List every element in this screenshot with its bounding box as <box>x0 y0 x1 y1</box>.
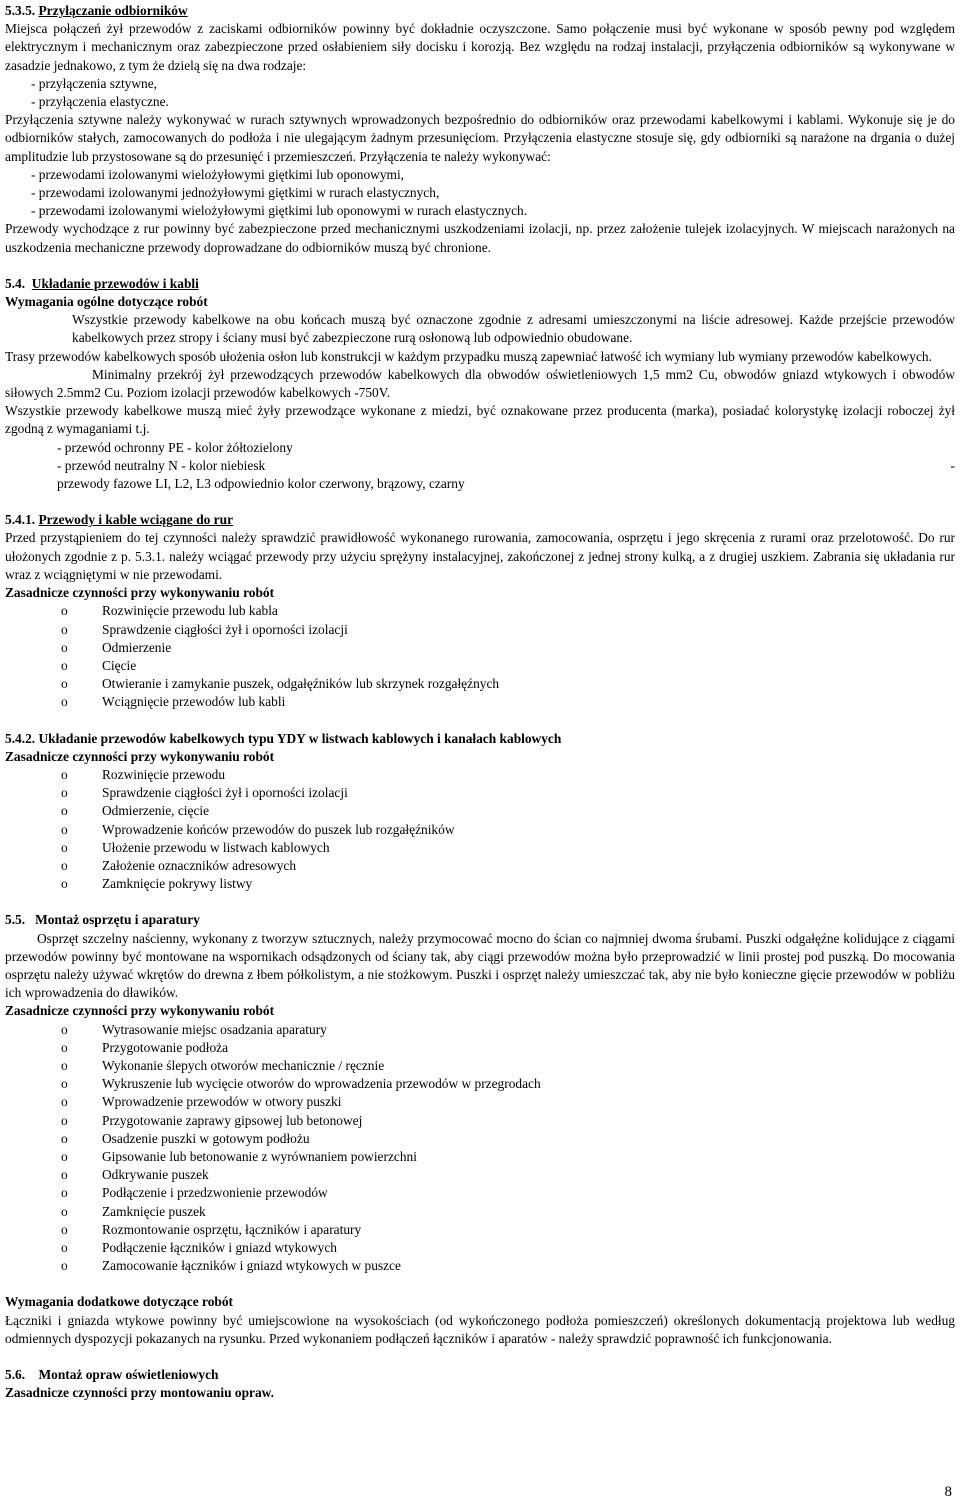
list-item: - przewodami izolowanymi wielożyłowymi giętkimi lub oponowymi, <box>31 166 405 182</box>
list-item <box>5 657 955 675</box>
bullet-icon: o <box>61 621 68 637</box>
section-subheading: Zasadnicze czynności przy wykonywaniu robót <box>5 748 275 764</box>
bullet-icon: o <box>61 1258 68 1274</box>
paragraph: Miejsca połączeń żył przewodów z zaciskami odbiorników powinny być dokładnie oczyszczone. Samo połączenie musi być wykonane w sposób pewny pod względem elektrycznym i mechanicznym oraz zabezpieczone przed osłabieniem siły docisku i korozją. Bez względu na rodzaj instalacji, przyłączenia odbiorników są wykonywane w zasadzie jednakowo, z tym że dzielą się na dwa rodzaje: <box>5 21 955 73</box>
bullet-icon: o <box>61 821 68 837</box>
list-item: - przewód neutralny N - kolor niebiesk - <box>57 457 955 473</box>
list-item-text: Wykruszenie lub wycięcie otworów do wprowadzenia przewodów w przegrodach <box>102 1076 541 1092</box>
list-item-text: Odkrywanie puszek <box>102 1167 209 1183</box>
list-item: - przewód ochronny PE - kolor żółtozielony <box>57 439 293 455</box>
list-item: - przewodami izolowanymi jednożyłowymi giętkimi w rurach elastycznych, <box>31 185 440 201</box>
section-heading-5-4: 5.4. Układanie przewodów i kabli <box>5 275 199 291</box>
bullet-icon: o <box>61 803 68 819</box>
bullet-icon: o <box>61 1112 68 1128</box>
bullet-icon: o <box>61 785 68 801</box>
bullet-icon: o <box>61 1057 68 1073</box>
list-item: - przewodami izolowanymi wielożyłowymi giętkimi lub oponowymi w rurach elastycznych. <box>31 203 528 219</box>
list-item <box>5 821 955 839</box>
list-item-text: Wciągnięcie przewodów lub kabli <box>102 694 286 710</box>
list-item <box>5 1166 955 1184</box>
list-item-text: Wykonanie ślepych otworów mechanicznie / ręcznie <box>102 1057 385 1073</box>
list-item <box>5 875 955 893</box>
list-item-text: Sprawdzenie ciągłości żył i oporności izolacji <box>102 785 348 801</box>
bullet-icon: o <box>61 1203 68 1219</box>
paragraph: Przed przystąpieniem do tej czynności należy sprawdzić prawidłowość wykonanego rurowania, zamocowania, osprzętu i jego skręcenia z rurami oraz przelotowość. Do rur ułożonych zgodnie z p. 5.3.1. należy wciągać przewody przy użyciu sprężyny instalacyjnej, zakończonej z jednej strony kulką, a z drugiej uszkiem. Zabrania się układania rur wraz z wciągniętymi w nie przewodami. <box>5 530 955 582</box>
list-item-text: Osadzenie puszki w gotowym podłożu <box>102 1130 310 1146</box>
list-item <box>5 857 955 875</box>
section-subheading: Wymagania dodatkowe dotyczące robót <box>5 1294 233 1310</box>
list-item-text: Gipsowanie lub betonowanie z wyrównaniem powierzchni <box>102 1148 417 1164</box>
paragraph: Przewody wychodzące z rur powinny być zabezpieczone przed mechanicznymi uszkodzeniami izolacji, np. przez założenie tulejek izolacyjnych. W miejscach narażonych na uszkodzenia mechaniczne przewody doprowadzane do odbiorników muszą być chronione. <box>5 221 955 255</box>
list-item-text: Odmierzenie <box>102 639 172 655</box>
list-item-text: Podłączenie łączników i gniazd wtykowych <box>102 1240 338 1255</box>
bullet-icon: o <box>61 1240 68 1255</box>
paragraph: Przyłączenia sztywne należy wykonywać w rurach sztywnych wprowadzonych bezpośrednio do odbiorników oraz przewodami kabelkowymi i kablami. Wykonuje się je do odbiorników stałych, zamocowanych do podłoża i nie ulegającym żadnym przesunięciom. Przyłączenia elastyczne stosuje się, gdy odbiorniki są narażone na drgania o dużej amplitudzie lub przystosowane są do przesunięć i przemieszczeń. Przyłączenia te należy wykonywać: <box>5 112 955 164</box>
bullet-icon: o <box>61 1021 68 1037</box>
list-item-text: Przygotowanie zaprawy gipsowej lub betonowej <box>102 1112 363 1128</box>
section-subheading: Zasadnicze czynności przy wykonywaniu robót <box>5 585 275 601</box>
bullet-icon: o <box>61 766 68 782</box>
list-item <box>5 1075 955 1093</box>
paragraph: Wszystkie przewody kabelkowe na obu końcach muszą być oznaczone zgodnie z adresami umieszczonymi na liście adresowej. Każde przejście przewodów kabelkowych przez stropy i ściany musi być zabezpieczone rurą osłonową lub odpowiednio obudowane. <box>72 312 955 346</box>
section-subheading: Zasadnicze czynności przy montowaniu opraw. <box>5 1385 274 1401</box>
list-item-text: Rozmontowanie osprzętu, łączników i aparatury <box>102 1221 362 1237</box>
list-item: - przyłączenia sztywne, <box>31 75 158 91</box>
bullet-icon: o <box>61 1167 68 1183</box>
list-item-text: Przygotowanie podłoża <box>102 1039 229 1055</box>
page-number: 8 <box>944 1483 952 1500</box>
list-item <box>5 839 955 857</box>
list-item <box>5 784 955 802</box>
list-item <box>5 1148 955 1166</box>
list-item-text: Wprowadzenie przewodów w otwory puszki <box>102 1094 342 1110</box>
list-item <box>5 1039 955 1057</box>
list-item <box>5 1257 955 1275</box>
activity-list <box>5 1021 955 1276</box>
list-item-text: Otwieranie i zamykanie puszek, odgałęźników lub skrzynek rozgałęźnych <box>102 676 500 692</box>
list-item <box>5 621 955 639</box>
list-item-text: Sprawdzenie ciągłości żył i oporności izolacji <box>102 621 348 637</box>
bullet-icon: o <box>61 694 68 710</box>
list-item <box>5 639 955 657</box>
list-item <box>5 766 955 784</box>
list-item <box>5 1057 955 1075</box>
bullet-icon: o <box>61 857 68 873</box>
section-subheading: Wymagania ogólne dotyczące robót <box>5 294 208 310</box>
list-item <box>5 1130 955 1148</box>
list-item-text: Wytrasowanie miejsc osadzania aparatury <box>102 1021 327 1037</box>
bullet-icon: o <box>61 639 68 655</box>
bullet-icon: o <box>61 876 68 892</box>
flexible-connection-list <box>5 166 955 221</box>
list-item <box>5 1221 955 1239</box>
activity-list <box>5 602 955 711</box>
section-subheading: Zasadnicze czynności przy wykonywaniu robót <box>5 1003 275 1019</box>
activity-list <box>5 766 955 893</box>
section-heading-5-3-5: 5.3.5. Przyłączanie odbiorników <box>5 3 188 18</box>
list-item <box>5 693 955 711</box>
paragraph: Łączniki i gniazda wtykowe powinny być umiejscowione na wysokościach (od wykończonego podłoża pomieszczeń) określonych dokumentacją projektowa lub według odmiennych dyspozycji pokazanych na rysunku. Przed wykonaniem podłączeń łączników i aparatów - należy sprawdzić poprawność ich funkcjonowania. <box>5 1312 955 1346</box>
bullet-icon: o <box>61 1094 68 1110</box>
list-item-text: Odmierzenie, cięcie <box>102 803 210 819</box>
list-item <box>5 1203 955 1221</box>
list-item <box>5 602 955 620</box>
list-item-text: Wprowadzenie końców przewodów do puszek lub rozgałęźników <box>102 821 455 837</box>
bullet-icon: o <box>61 603 68 619</box>
section-heading-5-4-2: 5.4.2. Układanie przewodów kabelkowych typu YDY w listwach kablowych i kanałach kablowych <box>5 730 562 746</box>
bullet-icon: o <box>61 657 68 673</box>
list-item <box>5 1184 955 1202</box>
list-item: przewody fazowe LI, L2, L3 odpowiednio kolor czerwony, brązowy, czarny <box>57 476 465 492</box>
bullet-icon: o <box>61 1221 68 1237</box>
section-heading-5-6: 5.6. Montaż opraw oświetleniowych <box>5 1367 219 1383</box>
list-item-text: Zamocowanie łączników i gniazd wtykowych w puszce <box>102 1258 401 1274</box>
bullet-icon: o <box>61 676 68 692</box>
list-item <box>5 675 955 693</box>
bullet-icon: o <box>61 839 68 855</box>
list-item-text: Podłączenie i przedzwonienie przewodów <box>102 1185 328 1201</box>
list-item-text: Zamknięcie puszek <box>102 1203 206 1219</box>
bullet-icon: o <box>61 1148 68 1164</box>
list-item-text: Rozwinięcie przewodu <box>102 766 226 782</box>
list-item <box>5 802 955 820</box>
list-item: - przyłączenia elastyczne. <box>31 94 169 110</box>
list-item-text: Rozwinięcie przewodu lub kabla <box>102 603 278 619</box>
list-item-text: Ułożenie przewodu w listwach kablowych <box>102 839 330 855</box>
bullet-icon: o <box>61 1039 68 1055</box>
list-item <box>5 1112 955 1130</box>
list-item-text: Zamknięcie pokrywy listwy <box>102 876 253 892</box>
connection-types-list <box>5 75 955 111</box>
section-heading-5-4-1: 5.4.1. Przewody i kable wciągane do rur <box>5 512 234 528</box>
bullet-icon: o <box>61 1185 68 1201</box>
bullet-icon: o <box>61 1130 68 1146</box>
list-item <box>5 1093 955 1111</box>
paragraph: Trasy przewodów kabelkowych sposób ułożenia osłon lub konstrukcji w każdym przypadku muszą zapewniać łatwość ich wymiany lub wymiany przewodów kabelkowych. <box>5 348 932 364</box>
list-item-text: Cięcie <box>102 657 137 673</box>
bullet-icon: o <box>61 1076 68 1092</box>
section-heading-5-5: 5.5. Montaż osprzętu i aparatury <box>5 912 200 928</box>
paragraph: Minimalny przekrój żył przewodzących przewodów kabelkowych dla obwodów oświetleniowych 1,5 mm2 Cu, obwodów gniazd wtykowych i obwodów siłowych 2.5mm2 Cu. Poziom izolacji przewodów kabelkowych -750V. <box>5 366 955 401</box>
list-item <box>5 1239 955 1257</box>
list-item <box>5 1021 955 1039</box>
paragraph: Wszystkie przewody kabelkowe muszą mieć żyły przewodzące wykonane z miedzi, być oznakowane przez producenta (marka), posiadać kolorystykę izolacji roboczej żył zgodną z wymaganiami t.j. <box>5 403 955 437</box>
paragraph: Osprzęt szczelny naścienny, wykonany z tworzyw sztucznych, należy przymocować mocno do ścian co najmniej dwoma śrubami. Puszki odgałęźne kolidujące z ciągami przewodów powinny być montowane na wspornikach odsądzonych od ściany tak, aby ciągi przewodów można było przeprowadzić w linii prostej pod puszką. Do mocowania osprzętu należy używać wkrętów do drewna z łbem półkolistym, a nie stożkowym. Puszki i osprzęt należy umieszczać tak, aby nie było konieczne gięcie przewodów w pobliżu ich wprowadzenia do dławików. <box>5 930 955 1001</box>
list-item-text: Założenie oznaczników adresowych <box>102 857 297 873</box>
